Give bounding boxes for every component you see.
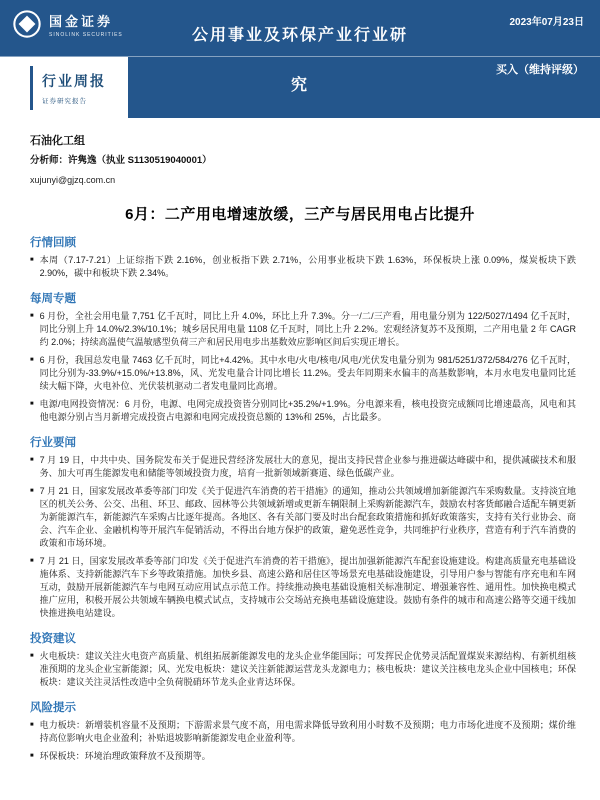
bullet-square-icon: ■: [30, 558, 34, 564]
bullet-text: 本周（7.17-7.21）上证综指下跌 2.16%，创业板指下跌 2.71%，公用事业板块下跌 1.63%，环保板块上涨 0.09%，煤炭板块下跌 2.90%，碳中和板块下跌 2.34%。: [39, 255, 576, 278]
bullet-item: [30, 485, 576, 550]
section-title: 行情回顾: [30, 237, 76, 249]
report-date: 2023年07月23日: [509, 17, 584, 28]
bullet-text: 7 月 19 日，中共中央、国务院发布关于促进民营经济发展壮大的意见，提出支持民营企业参与推进碳达峰碳中和，提供减碳技术和服务、加大可再生能源发电和储能等领域投资力度，培育一批新领域新赛道、绿色低碳产业。: [39, 455, 576, 478]
bullet-text: 6 月份，我国总发电量 7463 亿千瓦时，同比+4.42%。其中水电/火电/核电/风电/光伏发电量分别为 981/5251/372/584/276 亿千瓦时，同比分别为-33.9%/+15.0%/+13.8%，风、光发电量合计同比增长 11.2%。受去年同期来水偏丰的高基数影响，本月水电发电量同比延续大幅下降，火电补位、光伏装机驱动二者发电量同比高增。: [39, 355, 576, 391]
report-type-label: 行业周报: [42, 72, 106, 89]
bullet-text: 7 月 21 日，国家发展改革委等部门印发《关于促进汽车消费的若干措施》，提出加强新能源汽车配套设施建设。构建高质量充电基础设施体系、支持新能源汽车下乡等政策措施。加快乡县、高速公路和居住区等场景充电基础设施建设，引导用户参与智能有序充电和车网互动，鼓励开展新能源汽车与电网互动应用试点示范工作。持续推动换电基础设施相关标准制定、增强兼容性、通用性。加快换电模式推广应用，积极开展公共领域车辆换电模式试点，支持城市公交场站充换电基础设施建设。鼓励有条件的城市和高速公路等交通干线加快推进换电站建设。: [39, 556, 576, 618]
rating-badge: 买入（维持评级）: [496, 64, 584, 76]
brand-subtitle: SINOLINK SECURITIES: [49, 31, 123, 38]
bullet-text: 6 月份，全社会用电量 7,751 亿千瓦时，同比上升 4.0%，环比上升 7.3%。分一/二/三产看，用电量分别为 122/5027/1494 亿千瓦时，同比分别上升 14.0%/2.3%/10.1%；城乡居民用电量 1108 亿千瓦时，同比上升 2.2%。宏观经济复苏不及预期，二产用电量 2 年 CAGR 约 2.0%；持续高温使气温敏感型负荷三产和居民用电步出基数效应影响区间后实现正增长。: [39, 311, 576, 347]
header-title-line2: 究: [290, 77, 309, 94]
bullet-square-icon: ■: [30, 488, 34, 494]
analyst-block: [30, 132, 600, 188]
section-title: 投资建议: [30, 633, 76, 645]
brand-logo: [12, 9, 123, 39]
bullet-item: [30, 254, 576, 280]
section-industry-news: [30, 434, 576, 620]
brand-name: 国金证券: [49, 13, 114, 29]
page-title: 6月：二产用电增速放缓，三产与居民用电占比提升: [125, 206, 475, 223]
bullet-square-icon: ■: [30, 357, 34, 363]
bullet-square-icon: ■: [30, 257, 34, 263]
section-market-review: [30, 234, 576, 280]
bullet-text: 火电板块：建议关注火电资产高质量、机组拓展新能源发电的龙头企业华能国际；可发挥民企优势灵活配置煤炭来源结构、有新机组核准预期的龙头企业宝新能源；风、光发电板块：建议关注新能源运营龙头龙源电力；核电板块：建议关注核电龙头企业中国核电；环保板块：建议关注灵活性改造中全负荷脱硝环节龙头企业青达环保。: [39, 651, 576, 687]
section-risk-warning: [30, 699, 576, 763]
bullet-text: 电力板块：新增装机容量不及预期；下游需求景气度不高，用电需求降低导致利用小时数不及预期；电力市场化进度不及预期；煤价维持高位影响火电企业盈利；补贴退坡影响新能源发电企业盈利等。: [39, 720, 576, 743]
bullet-text: 7 月 21 日，国家发展改革委等部门印发《关于促进汽车消费的若干措施》的通知，推动公共领域增加新能源汽车采购数量。支持淡宜地区的机关公务、公交、出租、环卫、邮政、园林等公共领域新增或更新车辆限制上采购新能源汽车，鼓励农村客货邮融合适配车辆更新为新能源汽车，新能源汽车采购占比逐年提高。各地区、各有关部门要及时出台配套政策措施和抓好政策落实，支持有关行业协会、商会、汽车企业、金融机构等开展汽车促销活动，不得出台地方保护的政策，避免恶性竞争，共同维护行业秩序，营造有利于汽车消费的政策和市场环境。: [39, 486, 576, 548]
analyst-group: 石油化工组: [30, 135, 85, 147]
bullet-item: [30, 310, 576, 349]
bullet-square-icon: ■: [30, 753, 34, 759]
report-subtype-label: 证券研究报告: [42, 97, 87, 105]
bullet-item: [30, 398, 576, 424]
bullet-square-icon: ■: [30, 653, 34, 659]
report-type-accent-bar: [30, 66, 33, 110]
bullet-item: [30, 454, 576, 480]
bullet-item: [30, 354, 576, 393]
bullet-item: [30, 719, 576, 745]
bullet-item: [30, 650, 576, 689]
report-type-text: [42, 71, 106, 105]
bullet-square-icon: ■: [30, 457, 34, 463]
section-title: 每周专题: [30, 293, 76, 305]
bullet-square-icon: ■: [30, 401, 34, 407]
header-title-line1: 公用事业及环保产业行业研: [191, 27, 408, 44]
bullet-text: 电源/电网投资情况：6 月份，电源、电网完成投资皆分别同比+35.2%/+1.9%。分电源来看，核电投资完成额同比增速最高，风电和其他电源分别占当月新增完成投资占电源和电网完成投资总额的 13%和 25%，占比最多。: [39, 399, 576, 422]
bullet-square-icon: ■: [30, 313, 34, 319]
section-title: 风险提示: [30, 702, 76, 714]
report-header: [0, 0, 600, 118]
bullet-item: [30, 555, 576, 620]
analyst-name-line: 分析师：许隽逸（执业 S1130519040001）: [30, 155, 212, 166]
report-type-box: [0, 57, 128, 118]
analyst-email-link[interactable]: xujunyi@gjzq.com.cn: [30, 175, 116, 185]
bullet-item: [30, 750, 576, 763]
report-content: [30, 234, 576, 763]
sinolink-logo-icon: [12, 9, 42, 39]
section-investment-advice: [30, 630, 576, 689]
bullet-text: 环保板块：环境治理政策释放不及预期等。: [39, 751, 211, 761]
section-weekly-topic: [30, 290, 576, 424]
bullet-square-icon: ■: [30, 722, 34, 728]
section-title: 行业要闻: [30, 437, 76, 449]
